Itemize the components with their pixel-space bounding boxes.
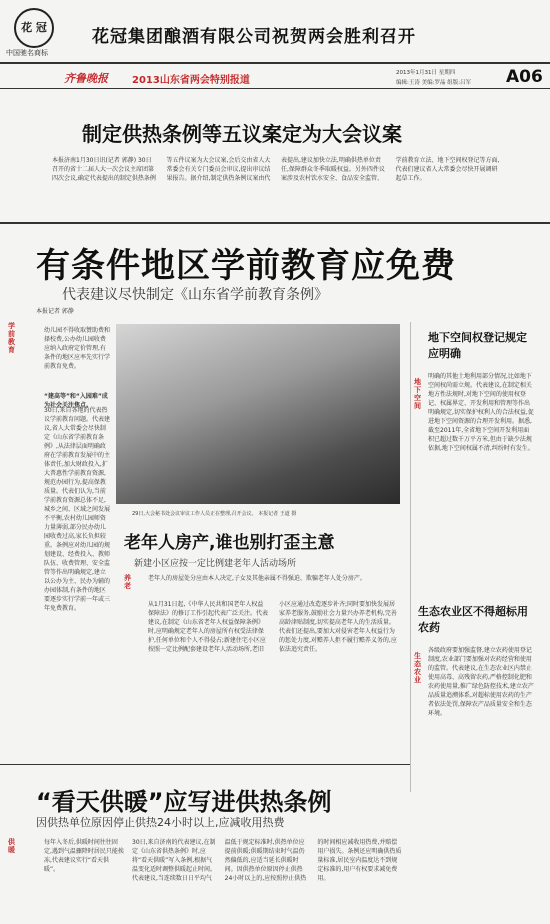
story2-body: 30日,来自各地的代表热议学前教育问题。代表建议,省人大常委会尽快制定《山东省学前教育条例》,从法律层面明确政府在学前教育发展中的主体责任,加大财政投入,扩大普惠性学前教育资源,规范办园行为,提高保教质量。代表们认为,当前学前教育资源总体不足,城乡之间、区域之间发展不平衡,农村幼儿园师资力量薄弱,部分民办幼儿园收费过高,家长负担较重。条例应对幼儿园的规划建设、经费投入、教师队伍、收费管理、安全监管等作出明确规定,建立以公办为主、民办为辅的办园体制,有条件的地区要逐步实行学前一年或三年免费教育。: [44, 407, 111, 612]
story6-headline: “看天供暖”应写进供热条例: [36, 788, 332, 816]
story2-lead: 幼儿园不得收取赞助费和择校费,公办幼儿园收费应纳入政府定价管理,有条件的地区应率先实行学前教育免费。: [44, 327, 111, 370]
story6-subtitle: 因供热单位原因停止供热24小时以上,应减收用热费: [36, 816, 285, 829]
story4-section-tag: 养老: [124, 574, 131, 590]
brand-logo-mark: 花 冠: [21, 21, 47, 34]
story4-subtitle: 新建小区应按一定比例建老年人活动场所: [134, 559, 297, 569]
story1-headline: 制定供热条例等五议案定为大会议案: [82, 122, 402, 146]
story2-headline: 有条件地区学前教育应免费: [36, 246, 456, 286]
story5-section-tag: 生态农业: [414, 652, 421, 684]
issue-date: 2013年1月31日 星期四: [396, 70, 456, 76]
story1-body: 本报济南1月30日讯(记者 郭静) 30日召开的省十二届人大一次会议主席团第四次会议,确定代表提出的制定供热条例等五件议案为大会议案,会后交由省人大常委会有关专门委员会审议,提出审议结果报告。据介绍,制定供热条例议案由代表提出,建议加快立法,明确供热单位责任,保障群众冬季取暖权益。另外四件议案涉及农村饮水安全、食品安全监管、学前教育立法、地下空间权登记等方面,代表们建议省人大常委会尽快开展调研起草工作。: [52, 157, 500, 182]
story5-body: 各级政府要加强监督,建立农药使用登记制度,农业部门要加强对农药经营和使用的监管。代表建议,在生态农业区内禁止使用高毒、高残留农药,严格控制化肥和农药使用量,推广绿色防控技术,建立农产品质量追溯体系,对超标使用农药的生产者依法处罚,保障农产品质量安全和生态环境。: [428, 647, 534, 717]
story3-section-tag: 地下空间: [414, 378, 421, 410]
story2-quote: “建高等”和“入园难”成为社会关注焦点。: [44, 393, 108, 409]
brand-caption: 中国驰名商标: [6, 49, 48, 57]
story4-lead: 老年人的房屋处分应由本人决定,子女及其他亲属不得强迫、欺骗老年人处分房产。: [148, 575, 366, 582]
masthead-slogan: 花冠集团酿酒有限公司祝贺两会胜利召开: [92, 27, 416, 47]
section-bar-divider: [0, 88, 550, 89]
story6-lead: 每年入冬后,供暖时间往往固定,遇到气温骤降时居民只能挨冻,代表建议实行“看天供暖”。: [44, 839, 124, 873]
story3-body: 明确的其他土地利用部分情况,比如地下空间权尚需立规。代表建议,在制定相关地方性法规时,对地下空间的使用权登记、权属界定、开发利用和管理等作出明确规定,切实保护权利人的合法权益,促进地下空间资源的合理开发利用。据悉,截至2011年,全省地下空间开发利用面积已超过数千万平方米,但由于缺少法规依据,地下空间权属不清,纠纷时有发生。: [428, 373, 534, 452]
page-editors: 编辑:王涛 美编:罗晶 组版:吕军: [396, 80, 472, 86]
masthead-divider: [0, 62, 550, 64]
story4-body: 从1月31日起,《中华人民共和国老年人权益保障法》的修订工作引起代表广泛关注。代表建议,在制定《山东省老年人权益保障条例》时,应明确规定老年人的房屋所有权受法律保护,任何单位和个人不得侵占;新建住宅小区应按照一定比例配套建设老年人活动场所,老旧小区应通过改造逐步补齐;同时要加快发展居家养老服务,鼓励社会力量兴办养老机构,完善高龄津贴制度,切实提高老年人的生活质量。代表们还提出,要加大对侵害老年人权益行为的惩处力度,对赡养人拒不履行赡养义务的,应依法追究责任。: [148, 601, 397, 653]
story1-divider: [0, 222, 550, 224]
story2-subtitle: 代表建议尽快制定《山东省学前教育条例》: [62, 287, 328, 303]
page-number: A06: [506, 67, 543, 87]
special-report-title: 2013山东省两会特别报道: [132, 75, 250, 86]
column-divider: [410, 322, 411, 792]
story5-headline: 生态农业区不得超标用农药: [418, 605, 528, 634]
story6-body: 30日,来自济南的代表建议,在制定《山东省供热条例》时,应将“看天供暖”写入条例,根据气温变化适时调整供暖起止时间。代表建议,当连续数日日平均气温低于规定标准时,供热单位应提前供暖;供暖期结束时气温仍然偏低的,应适当延长供暖时间。因供热单位原因停止供热24小时以上的,应按照停止供热的时间相应减收用热费,并赔偿用户损失。条例还应明确供热质量标准,居民室内温度达不到规定标准的,用户有权要求减免费用。: [132, 839, 402, 882]
story3-headline: 地下空间权登记规定应明确: [428, 331, 527, 360]
story2-section-tag: 学前教育: [8, 322, 15, 354]
story2-byline: 本报记者 郭静: [36, 308, 74, 315]
story6-section-tag: 供暖: [8, 838, 15, 854]
story6-divider: [0, 764, 410, 765]
paper-name: 齐鲁晚报: [64, 72, 108, 85]
story4-headline: 老年人房产,谁也别打歪主意: [124, 533, 335, 553]
session-photo-caption: 29日,大会秘书处会议审议工作人员正在整理,召开会议。 本报记者 王道 摄: [132, 511, 297, 517]
session-photo: [116, 324, 400, 504]
